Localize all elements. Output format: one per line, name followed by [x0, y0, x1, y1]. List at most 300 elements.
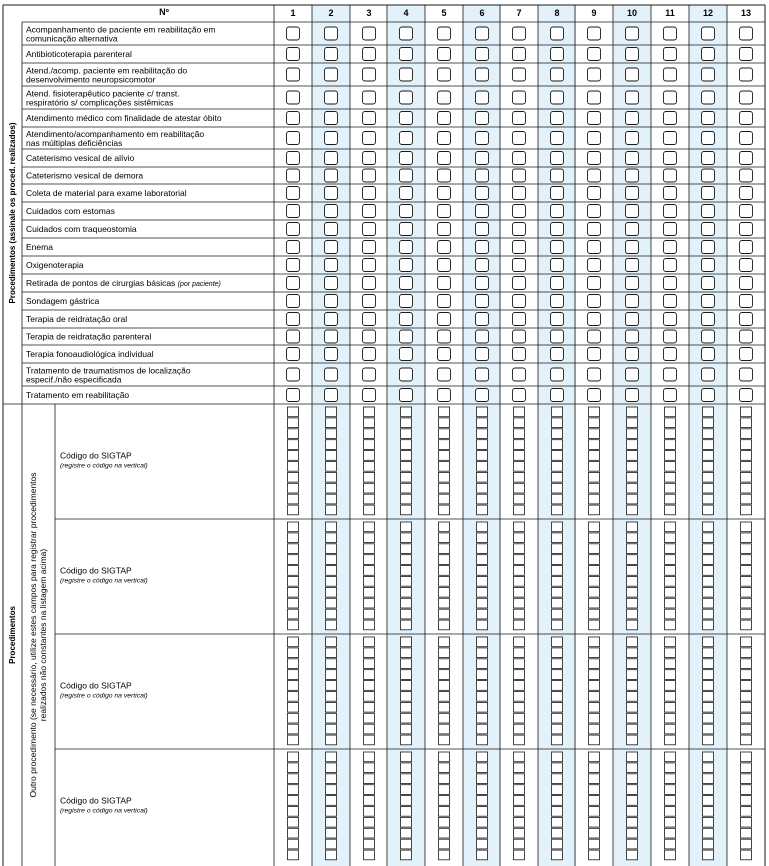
procedure-checkbox[interactable]	[588, 313, 601, 326]
sigtap-digit-box[interactable]	[703, 587, 714, 597]
procedure-checkbox[interactable]	[740, 27, 753, 40]
sigtap-digit-box[interactable]	[589, 522, 600, 532]
sigtap-digit-box[interactable]	[514, 659, 525, 669]
sigtap-digit-box[interactable]	[326, 533, 337, 543]
procedure-checkbox[interactable]	[513, 259, 526, 272]
sigtap-digit-box[interactable]	[477, 752, 488, 762]
sigtap-digit-box[interactable]	[364, 440, 375, 450]
sigtap-digit-box[interactable]	[364, 494, 375, 504]
procedure-checkbox[interactable]	[363, 27, 376, 40]
sigtap-digit-box[interactable]	[552, 785, 563, 795]
procedure-checkbox[interactable]	[363, 152, 376, 165]
sigtap-digit-box[interactable]	[288, 681, 299, 691]
procedure-checkbox[interactable]	[664, 112, 677, 125]
sigtap-digit-box[interactable]	[401, 752, 412, 762]
sigtap-digit-box[interactable]	[288, 451, 299, 461]
procedure-checkbox[interactable]	[513, 169, 526, 182]
sigtap-digit-box[interactable]	[326, 494, 337, 504]
sigtap-digit-box[interactable]	[741, 839, 752, 849]
sigtap-digit-box[interactable]	[589, 724, 600, 734]
sigtap-digit-box[interactable]	[477, 620, 488, 630]
sigtap-digit-box[interactable]	[514, 828, 525, 838]
sigtap-digit-box[interactable]	[439, 713, 450, 723]
sigtap-digit-box[interactable]	[665, 462, 676, 472]
sigtap-digit-box[interactable]	[627, 648, 638, 658]
procedure-checkbox[interactable]	[551, 68, 564, 81]
sigtap-digit-box[interactable]	[439, 648, 450, 658]
procedure-checkbox[interactable]	[476, 205, 489, 218]
sigtap-digit-box[interactable]	[477, 670, 488, 680]
sigtap-digit-box[interactable]	[589, 850, 600, 860]
sigtap-digit-box[interactable]	[627, 440, 638, 450]
procedure-checkbox[interactable]	[287, 241, 300, 254]
procedure-checkbox[interactable]	[664, 205, 677, 218]
sigtap-digit-box[interactable]	[401, 839, 412, 849]
sigtap-digit-box[interactable]	[703, 451, 714, 461]
procedure-checkbox[interactable]	[476, 91, 489, 104]
sigtap-digit-box[interactable]	[288, 735, 299, 745]
sigtap-digit-box[interactable]	[288, 429, 299, 439]
procedure-checkbox[interactable]	[513, 152, 526, 165]
sigtap-digit-box[interactable]	[703, 828, 714, 838]
sigtap-digit-box[interactable]	[552, 850, 563, 860]
procedure-checkbox[interactable]	[400, 295, 413, 308]
procedure-checkbox[interactable]	[664, 330, 677, 343]
sigtap-digit-box[interactable]	[665, 440, 676, 450]
sigtap-digit-box[interactable]	[627, 774, 638, 784]
sigtap-digit-box[interactable]	[439, 494, 450, 504]
sigtap-digit-box[interactable]	[589, 807, 600, 817]
sigtap-digit-box[interactable]	[439, 440, 450, 450]
sigtap-digit-box[interactable]	[627, 483, 638, 493]
sigtap-digit-box[interactable]	[741, 817, 752, 827]
procedure-checkbox[interactable]	[626, 223, 639, 236]
sigtap-digit-box[interactable]	[627, 429, 638, 439]
procedure-checkbox[interactable]	[476, 368, 489, 381]
procedure-checkbox[interactable]	[287, 259, 300, 272]
sigtap-digit-box[interactable]	[514, 817, 525, 827]
sigtap-digit-box[interactable]	[552, 796, 563, 806]
sigtap-digit-box[interactable]	[477, 839, 488, 849]
procedure-checkbox[interactable]	[438, 368, 451, 381]
procedure-checkbox[interactable]	[702, 27, 715, 40]
procedure-checkbox[interactable]	[551, 277, 564, 290]
procedure-checkbox[interactable]	[325, 91, 338, 104]
sigtap-digit-box[interactable]	[627, 702, 638, 712]
sigtap-digit-box[interactable]	[665, 577, 676, 587]
sigtap-digit-box[interactable]	[439, 566, 450, 576]
procedure-checkbox[interactable]	[588, 91, 601, 104]
sigtap-digit-box[interactable]	[665, 609, 676, 619]
procedure-checkbox[interactable]	[363, 295, 376, 308]
sigtap-digit-box[interactable]	[703, 472, 714, 482]
procedure-checkbox[interactable]	[702, 187, 715, 200]
sigtap-digit-box[interactable]	[703, 850, 714, 860]
procedure-checkbox[interactable]	[702, 368, 715, 381]
sigtap-digit-box[interactable]	[364, 483, 375, 493]
procedure-checkbox[interactable]	[325, 368, 338, 381]
sigtap-digit-box[interactable]	[627, 752, 638, 762]
sigtap-digit-box[interactable]	[741, 828, 752, 838]
sigtap-digit-box[interactable]	[514, 483, 525, 493]
procedure-checkbox[interactable]	[287, 348, 300, 361]
procedure-checkbox[interactable]	[740, 91, 753, 104]
sigtap-digit-box[interactable]	[326, 620, 337, 630]
sigtap-digit-box[interactable]	[741, 522, 752, 532]
sigtap-digit-box[interactable]	[741, 796, 752, 806]
procedure-checkbox[interactable]	[664, 295, 677, 308]
procedure-checkbox[interactable]	[287, 91, 300, 104]
sigtap-digit-box[interactable]	[326, 429, 337, 439]
procedure-checkbox[interactable]	[626, 152, 639, 165]
sigtap-digit-box[interactable]	[401, 785, 412, 795]
sigtap-digit-box[interactable]	[401, 440, 412, 450]
sigtap-digit-box[interactable]	[401, 555, 412, 565]
sigtap-digit-box[interactable]	[627, 587, 638, 597]
sigtap-digit-box[interactable]	[364, 702, 375, 712]
sigtap-digit-box[interactable]	[364, 620, 375, 630]
sigtap-digit-box[interactable]	[477, 774, 488, 784]
procedure-checkbox[interactable]	[476, 259, 489, 272]
procedure-checkbox[interactable]	[400, 68, 413, 81]
sigtap-digit-box[interactable]	[514, 752, 525, 762]
sigtap-digit-box[interactable]	[589, 483, 600, 493]
sigtap-digit-box[interactable]	[589, 659, 600, 669]
sigtap-digit-box[interactable]	[703, 577, 714, 587]
sigtap-digit-box[interactable]	[439, 681, 450, 691]
sigtap-digit-box[interactable]	[326, 702, 337, 712]
procedure-checkbox[interactable]	[588, 348, 601, 361]
procedure-checkbox[interactable]	[513, 112, 526, 125]
sigtap-digit-box[interactable]	[589, 577, 600, 587]
sigtap-digit-box[interactable]	[288, 637, 299, 647]
sigtap-digit-box[interactable]	[326, 587, 337, 597]
procedure-checkbox[interactable]	[476, 68, 489, 81]
procedure-checkbox[interactable]	[740, 187, 753, 200]
sigtap-digit-box[interactable]	[703, 670, 714, 680]
sigtap-digit-box[interactable]	[741, 752, 752, 762]
sigtap-digit-box[interactable]	[364, 807, 375, 817]
procedure-checkbox[interactable]	[588, 223, 601, 236]
procedure-checkbox[interactable]	[476, 241, 489, 254]
sigtap-digit-box[interactable]	[514, 735, 525, 745]
sigtap-digit-box[interactable]	[514, 429, 525, 439]
sigtap-digit-box[interactable]	[439, 785, 450, 795]
sigtap-digit-box[interactable]	[552, 828, 563, 838]
sigtap-digit-box[interactable]	[552, 544, 563, 554]
sigtap-digit-box[interactable]	[326, 609, 337, 619]
sigtap-digit-box[interactable]	[552, 609, 563, 619]
sigtap-digit-box[interactable]	[439, 850, 450, 860]
sigtap-digit-box[interactable]	[552, 505, 563, 515]
sigtap-digit-box[interactable]	[703, 620, 714, 630]
sigtap-digit-box[interactable]	[439, 620, 450, 630]
sigtap-digit-box[interactable]	[589, 451, 600, 461]
sigtap-digit-box[interactable]	[477, 462, 488, 472]
sigtap-digit-box[interactable]	[514, 637, 525, 647]
sigtap-digit-box[interactable]	[364, 735, 375, 745]
sigtap-digit-box[interactable]	[477, 577, 488, 587]
sigtap-digit-box[interactable]	[401, 817, 412, 827]
sigtap-digit-box[interactable]	[326, 522, 337, 532]
sigtap-digit-box[interactable]	[477, 505, 488, 515]
sigtap-digit-box[interactable]	[552, 807, 563, 817]
sigtap-digit-box[interactable]	[288, 796, 299, 806]
procedure-checkbox[interactable]	[287, 330, 300, 343]
sigtap-digit-box[interactable]	[589, 839, 600, 849]
sigtap-digit-box[interactable]	[326, 598, 337, 608]
sigtap-digit-box[interactable]	[741, 483, 752, 493]
sigtap-digit-box[interactable]	[741, 505, 752, 515]
sigtap-digit-box[interactable]	[741, 533, 752, 543]
procedure-checkbox[interactable]	[400, 389, 413, 402]
sigtap-digit-box[interactable]	[326, 774, 337, 784]
procedure-checkbox[interactable]	[513, 68, 526, 81]
procedure-checkbox[interactable]	[400, 330, 413, 343]
procedure-checkbox[interactable]	[588, 112, 601, 125]
procedure-checkbox[interactable]	[438, 169, 451, 182]
sigtap-digit-box[interactable]	[665, 418, 676, 428]
procedure-checkbox[interactable]	[325, 259, 338, 272]
sigtap-digit-box[interactable]	[665, 774, 676, 784]
sigtap-digit-box[interactable]	[439, 670, 450, 680]
sigtap-digit-box[interactable]	[288, 828, 299, 838]
sigtap-digit-box[interactable]	[665, 735, 676, 745]
sigtap-digit-box[interactable]	[401, 659, 412, 669]
procedure-checkbox[interactable]	[513, 241, 526, 254]
sigtap-digit-box[interactable]	[477, 440, 488, 450]
procedure-checkbox[interactable]	[740, 112, 753, 125]
sigtap-digit-box[interactable]	[514, 418, 525, 428]
sigtap-digit-box[interactable]	[288, 505, 299, 515]
procedure-checkbox[interactable]	[551, 27, 564, 40]
sigtap-digit-box[interactable]	[552, 774, 563, 784]
sigtap-digit-box[interactable]	[326, 566, 337, 576]
sigtap-digit-box[interactable]	[326, 544, 337, 554]
sigtap-digit-box[interactable]	[401, 577, 412, 587]
sigtap-digit-box[interactable]	[589, 735, 600, 745]
sigtap-digit-box[interactable]	[401, 505, 412, 515]
procedure-checkbox[interactable]	[702, 295, 715, 308]
sigtap-digit-box[interactable]	[589, 637, 600, 647]
procedure-checkbox[interactable]	[664, 277, 677, 290]
procedure-checkbox[interactable]	[438, 223, 451, 236]
sigtap-digit-box[interactable]	[703, 659, 714, 669]
sigtap-digit-box[interactable]	[326, 451, 337, 461]
sigtap-digit-box[interactable]	[665, 850, 676, 860]
sigtap-digit-box[interactable]	[552, 555, 563, 565]
procedure-checkbox[interactable]	[740, 48, 753, 61]
procedure-checkbox[interactable]	[551, 368, 564, 381]
sigtap-digit-box[interactable]	[401, 418, 412, 428]
sigtap-digit-box[interactable]	[703, 566, 714, 576]
procedure-checkbox[interactable]	[740, 169, 753, 182]
sigtap-digit-box[interactable]	[288, 609, 299, 619]
sigtap-digit-box[interactable]	[477, 598, 488, 608]
sigtap-digit-box[interactable]	[741, 692, 752, 702]
procedure-checkbox[interactable]	[702, 259, 715, 272]
procedure-checkbox[interactable]	[702, 389, 715, 402]
sigtap-digit-box[interactable]	[627, 724, 638, 734]
procedure-checkbox[interactable]	[702, 205, 715, 218]
procedure-checkbox[interactable]	[363, 91, 376, 104]
procedure-checkbox[interactable]	[626, 368, 639, 381]
procedure-checkbox[interactable]	[664, 68, 677, 81]
procedure-checkbox[interactable]	[400, 27, 413, 40]
sigtap-digit-box[interactable]	[589, 785, 600, 795]
sigtap-digit-box[interactable]	[552, 522, 563, 532]
procedure-checkbox[interactable]	[513, 27, 526, 40]
procedure-checkbox[interactable]	[287, 205, 300, 218]
sigtap-digit-box[interactable]	[627, 533, 638, 543]
procedure-checkbox[interactable]	[740, 132, 753, 145]
sigtap-digit-box[interactable]	[364, 692, 375, 702]
procedure-checkbox[interactable]	[626, 259, 639, 272]
procedure-checkbox[interactable]	[740, 330, 753, 343]
sigtap-digit-box[interactable]	[741, 418, 752, 428]
procedure-checkbox[interactable]	[664, 169, 677, 182]
procedure-checkbox[interactable]	[702, 48, 715, 61]
sigtap-digit-box[interactable]	[364, 609, 375, 619]
sigtap-digit-box[interactable]	[477, 807, 488, 817]
sigtap-digit-box[interactable]	[288, 752, 299, 762]
sigtap-digit-box[interactable]	[477, 555, 488, 565]
procedure-checkbox[interactable]	[287, 132, 300, 145]
sigtap-digit-box[interactable]	[665, 752, 676, 762]
sigtap-digit-box[interactable]	[477, 850, 488, 860]
sigtap-digit-box[interactable]	[477, 648, 488, 658]
sigtap-digit-box[interactable]	[741, 462, 752, 472]
sigtap-digit-box[interactable]	[741, 451, 752, 461]
sigtap-digit-box[interactable]	[439, 763, 450, 773]
sigtap-digit-box[interactable]	[589, 670, 600, 680]
procedure-checkbox[interactable]	[551, 330, 564, 343]
sigtap-digit-box[interactable]	[589, 702, 600, 712]
sigtap-digit-box[interactable]	[665, 785, 676, 795]
procedure-checkbox[interactable]	[588, 259, 601, 272]
procedure-checkbox[interactable]	[438, 27, 451, 40]
procedure-checkbox[interactable]	[513, 91, 526, 104]
procedure-checkbox[interactable]	[588, 27, 601, 40]
sigtap-digit-box[interactable]	[288, 648, 299, 658]
sigtap-digit-box[interactable]	[589, 494, 600, 504]
sigtap-digit-box[interactable]	[665, 620, 676, 630]
sigtap-digit-box[interactable]	[703, 494, 714, 504]
sigtap-digit-box[interactable]	[477, 566, 488, 576]
procedure-checkbox[interactable]	[626, 187, 639, 200]
sigtap-digit-box[interactable]	[703, 702, 714, 712]
sigtap-digit-box[interactable]	[552, 451, 563, 461]
procedure-checkbox[interactable]	[626, 68, 639, 81]
sigtap-digit-box[interactable]	[439, 587, 450, 597]
sigtap-digit-box[interactable]	[401, 796, 412, 806]
sigtap-digit-box[interactable]	[741, 637, 752, 647]
sigtap-digit-box[interactable]	[589, 763, 600, 773]
sigtap-digit-box[interactable]	[364, 522, 375, 532]
sigtap-digit-box[interactable]	[589, 692, 600, 702]
sigtap-digit-box[interactable]	[288, 692, 299, 702]
procedure-checkbox[interactable]	[740, 295, 753, 308]
procedure-checkbox[interactable]	[438, 91, 451, 104]
sigtap-digit-box[interactable]	[514, 796, 525, 806]
procedure-checkbox[interactable]	[287, 48, 300, 61]
procedure-checkbox[interactable]	[400, 48, 413, 61]
sigtap-digit-box[interactable]	[326, 648, 337, 658]
procedure-checkbox[interactable]	[476, 169, 489, 182]
sigtap-digit-box[interactable]	[401, 828, 412, 838]
procedure-checkbox[interactable]	[588, 48, 601, 61]
sigtap-digit-box[interactable]	[627, 522, 638, 532]
sigtap-digit-box[interactable]	[288, 839, 299, 849]
procedure-checkbox[interactable]	[513, 132, 526, 145]
sigtap-digit-box[interactable]	[477, 659, 488, 669]
procedure-checkbox[interactable]	[363, 313, 376, 326]
sigtap-digit-box[interactable]	[665, 598, 676, 608]
sigtap-digit-box[interactable]	[288, 577, 299, 587]
sigtap-digit-box[interactable]	[439, 839, 450, 849]
sigtap-digit-box[interactable]	[741, 609, 752, 619]
sigtap-digit-box[interactable]	[439, 418, 450, 428]
procedure-checkbox[interactable]	[476, 389, 489, 402]
sigtap-digit-box[interactable]	[589, 418, 600, 428]
sigtap-digit-box[interactable]	[741, 774, 752, 784]
sigtap-digit-box[interactable]	[401, 670, 412, 680]
procedure-checkbox[interactable]	[287, 68, 300, 81]
sigtap-digit-box[interactable]	[439, 483, 450, 493]
procedure-checkbox[interactable]	[740, 259, 753, 272]
procedure-checkbox[interactable]	[400, 313, 413, 326]
procedure-checkbox[interactable]	[325, 348, 338, 361]
sigtap-digit-box[interactable]	[401, 483, 412, 493]
procedure-checkbox[interactable]	[325, 68, 338, 81]
sigtap-digit-box[interactable]	[627, 713, 638, 723]
sigtap-digit-box[interactable]	[477, 713, 488, 723]
sigtap-digit-box[interactable]	[401, 807, 412, 817]
sigtap-digit-box[interactable]	[288, 407, 299, 417]
sigtap-digit-box[interactable]	[326, 670, 337, 680]
sigtap-digit-box[interactable]	[665, 724, 676, 734]
sigtap-digit-box[interactable]	[364, 566, 375, 576]
procedure-checkbox[interactable]	[513, 205, 526, 218]
sigtap-digit-box[interactable]	[439, 577, 450, 587]
sigtap-digit-box[interactable]	[741, 659, 752, 669]
sigtap-digit-box[interactable]	[741, 555, 752, 565]
sigtap-digit-box[interactable]	[703, 522, 714, 532]
sigtap-digit-box[interactable]	[514, 555, 525, 565]
procedure-checkbox[interactable]	[626, 205, 639, 218]
sigtap-digit-box[interactable]	[589, 462, 600, 472]
sigtap-digit-box[interactable]	[627, 418, 638, 428]
sigtap-digit-box[interactable]	[288, 587, 299, 597]
procedure-checkbox[interactable]	[438, 241, 451, 254]
sigtap-digit-box[interactable]	[552, 839, 563, 849]
procedure-checkbox[interactable]	[702, 348, 715, 361]
procedure-checkbox[interactable]	[438, 389, 451, 402]
sigtap-digit-box[interactable]	[665, 713, 676, 723]
sigtap-digit-box[interactable]	[589, 429, 600, 439]
sigtap-digit-box[interactable]	[552, 494, 563, 504]
sigtap-digit-box[interactable]	[741, 587, 752, 597]
sigtap-digit-box[interactable]	[665, 472, 676, 482]
procedure-checkbox[interactable]	[476, 330, 489, 343]
sigtap-digit-box[interactable]	[326, 418, 337, 428]
sigtap-digit-box[interactable]	[288, 566, 299, 576]
procedure-checkbox[interactable]	[588, 169, 601, 182]
sigtap-digit-box[interactable]	[364, 681, 375, 691]
procedure-checkbox[interactable]	[287, 187, 300, 200]
sigtap-digit-box[interactable]	[627, 839, 638, 849]
procedure-checkbox[interactable]	[664, 91, 677, 104]
